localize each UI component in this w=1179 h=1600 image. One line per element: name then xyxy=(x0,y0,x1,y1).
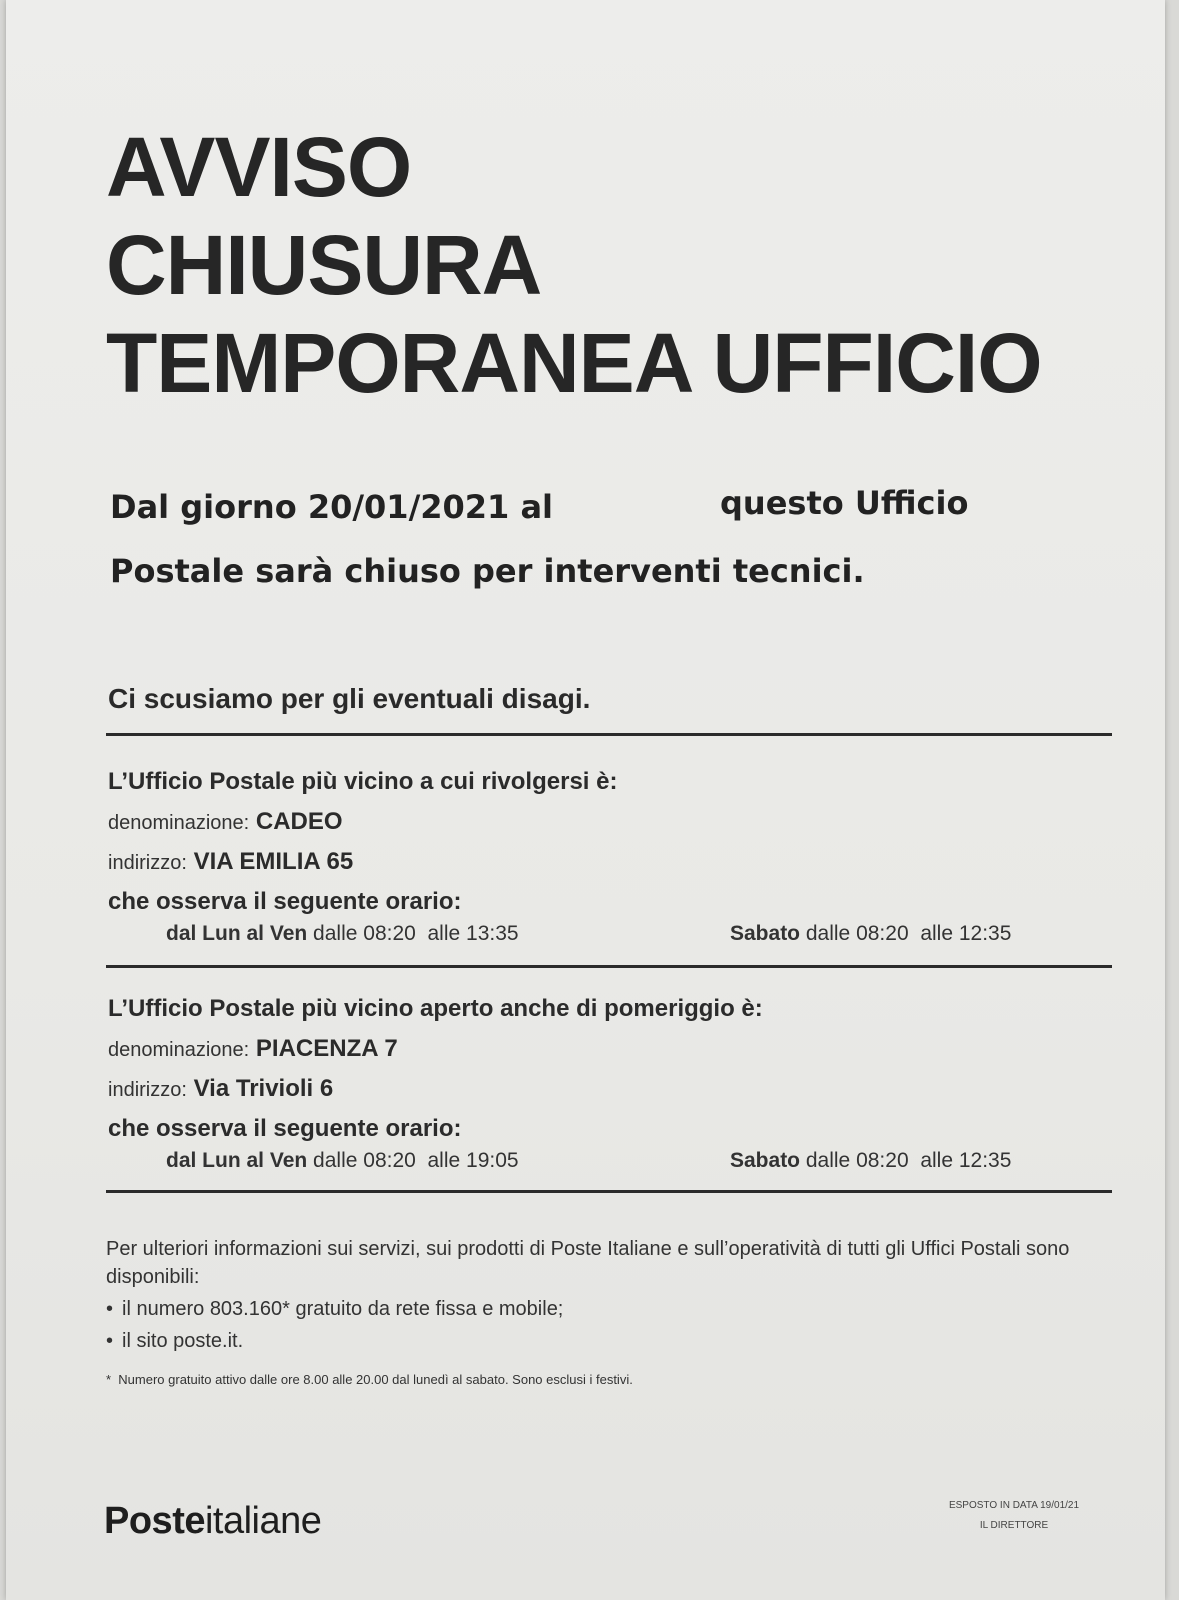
weekday-from-label: dalle xyxy=(313,922,358,945)
divider xyxy=(106,733,1112,736)
saturday-from: 08:20 xyxy=(856,1149,909,1172)
office-name-label: denominazione: xyxy=(108,812,250,834)
weekday-from-label: dalle xyxy=(313,1149,358,1172)
office-address-label: indirizzo: xyxy=(108,1079,187,1101)
opening-hours xyxy=(108,1149,1108,1179)
closure-office-text: questo Ufficio xyxy=(720,484,969,522)
office-heading: L’Ufficio Postale più vicino aperto anche di pomeriggio è: xyxy=(108,995,763,1022)
saturday-label: Sabato xyxy=(730,922,801,945)
posted-stamp xyxy=(934,1496,1094,1536)
office-name-row xyxy=(108,808,1108,836)
weekday-hours xyxy=(166,1149,519,1173)
poste-italiane-logo xyxy=(104,1500,321,1543)
divider xyxy=(106,965,1112,968)
office-name-row xyxy=(108,1035,1108,1063)
saturday-from: 08:20 xyxy=(856,922,909,945)
divider xyxy=(106,1190,1112,1193)
weekday-days: dal Lun al Ven xyxy=(166,1149,308,1172)
office-name: CADEO xyxy=(255,808,343,835)
title-line-2: CHIUSURA xyxy=(106,218,542,312)
weekday-to: 19:05 xyxy=(466,1149,519,1172)
office-name-label: denominazione: xyxy=(108,1039,250,1061)
saturday-to-label: alle xyxy=(920,922,954,945)
weekday-from: 08:20 xyxy=(363,922,416,945)
info-item-website: • il sito poste.it. xyxy=(106,1330,244,1352)
info-website-text: il sito poste.it. xyxy=(122,1330,244,1352)
director-label: IL DIRETTORE xyxy=(979,1520,1049,1531)
saturday-label: Sabato xyxy=(730,1149,801,1172)
apology-text: Ci scusiamo per gli eventuali disagi. xyxy=(108,683,591,714)
weekday-to: 13:35 xyxy=(466,922,519,945)
closure-dates-text: Dal giorno 20/01/2021 al xyxy=(110,488,554,526)
title-line-1: AVVISO xyxy=(106,120,412,214)
info-phone-text: il numero 803.160* gratuito da rete fissa e mobile; xyxy=(122,1298,564,1320)
closure-reason-text: Postale sarà chiuso per interventi tecnici. xyxy=(110,552,865,590)
closure-notice xyxy=(110,475,1070,603)
weekday-to-label: alle xyxy=(427,1149,461,1172)
afternoon-office xyxy=(108,995,1108,1179)
info-intro: Per ulteriori informazioni sui servizi, sui prodotti di Poste Italiane e sull’operatività di tutti gli Uffici Postali sono disponibili: xyxy=(106,1238,1070,1288)
info-item-phone: • il numero 803.160* gratuito da rete fissa e mobile; xyxy=(106,1298,564,1320)
office-address-row xyxy=(108,1075,1108,1103)
office-name: PIACENZA 7 xyxy=(255,1035,398,1062)
saturday-from-label: dalle xyxy=(805,1149,851,1172)
notice-title xyxy=(106,118,1042,412)
logo-regular: italiane xyxy=(204,1500,322,1542)
info-section xyxy=(106,1235,1106,1355)
notice-sheet xyxy=(6,0,1165,1600)
office-heading: L’Ufficio Postale più vicino a cui rivolgersi è: xyxy=(108,768,618,795)
weekday-hours xyxy=(166,922,519,946)
posted-date: ESPOSTO IN DATA 19/01/21 xyxy=(948,1500,1080,1511)
saturday-to-label: alle xyxy=(920,1149,954,1172)
saturday-hours xyxy=(730,1149,1011,1173)
saturday-to: 12:35 xyxy=(958,1149,1012,1172)
title-line-3: TEMPORANEA UFFICIO xyxy=(106,316,1042,410)
office-address: Via Trivioli 6 xyxy=(193,1075,334,1102)
office-address-row xyxy=(108,848,1108,876)
footnote: * Numero gratuito attivo dalle ore 8.00 alle 20.00 dal lunedì al sabato. Sono esclusi i festivi. xyxy=(106,1372,633,1387)
weekday-days: dal Lun al Ven xyxy=(166,922,308,945)
saturday-from-label: dalle xyxy=(805,922,851,945)
nearest-office xyxy=(108,768,1108,952)
opening-hours xyxy=(108,922,1108,952)
saturday-to: 12:35 xyxy=(958,922,1012,945)
schedule-heading: che osserva il seguente orario: xyxy=(108,1115,462,1142)
weekday-from: 08:20 xyxy=(363,1149,416,1172)
office-address: VIA EMILIA 65 xyxy=(193,848,354,875)
logo-bold: Poste xyxy=(104,1500,205,1542)
saturday-hours xyxy=(730,922,1011,946)
weekday-to-label: alle xyxy=(427,922,461,945)
footnote-text: Numero gratuito attivo dalle ore 8.00 alle 20.00 dal lunedì al sabato. Sono esclusi i festivi. xyxy=(118,1372,633,1387)
schedule-heading: che osserva il seguente orario: xyxy=(108,888,462,915)
office-address-label: indirizzo: xyxy=(108,852,187,874)
